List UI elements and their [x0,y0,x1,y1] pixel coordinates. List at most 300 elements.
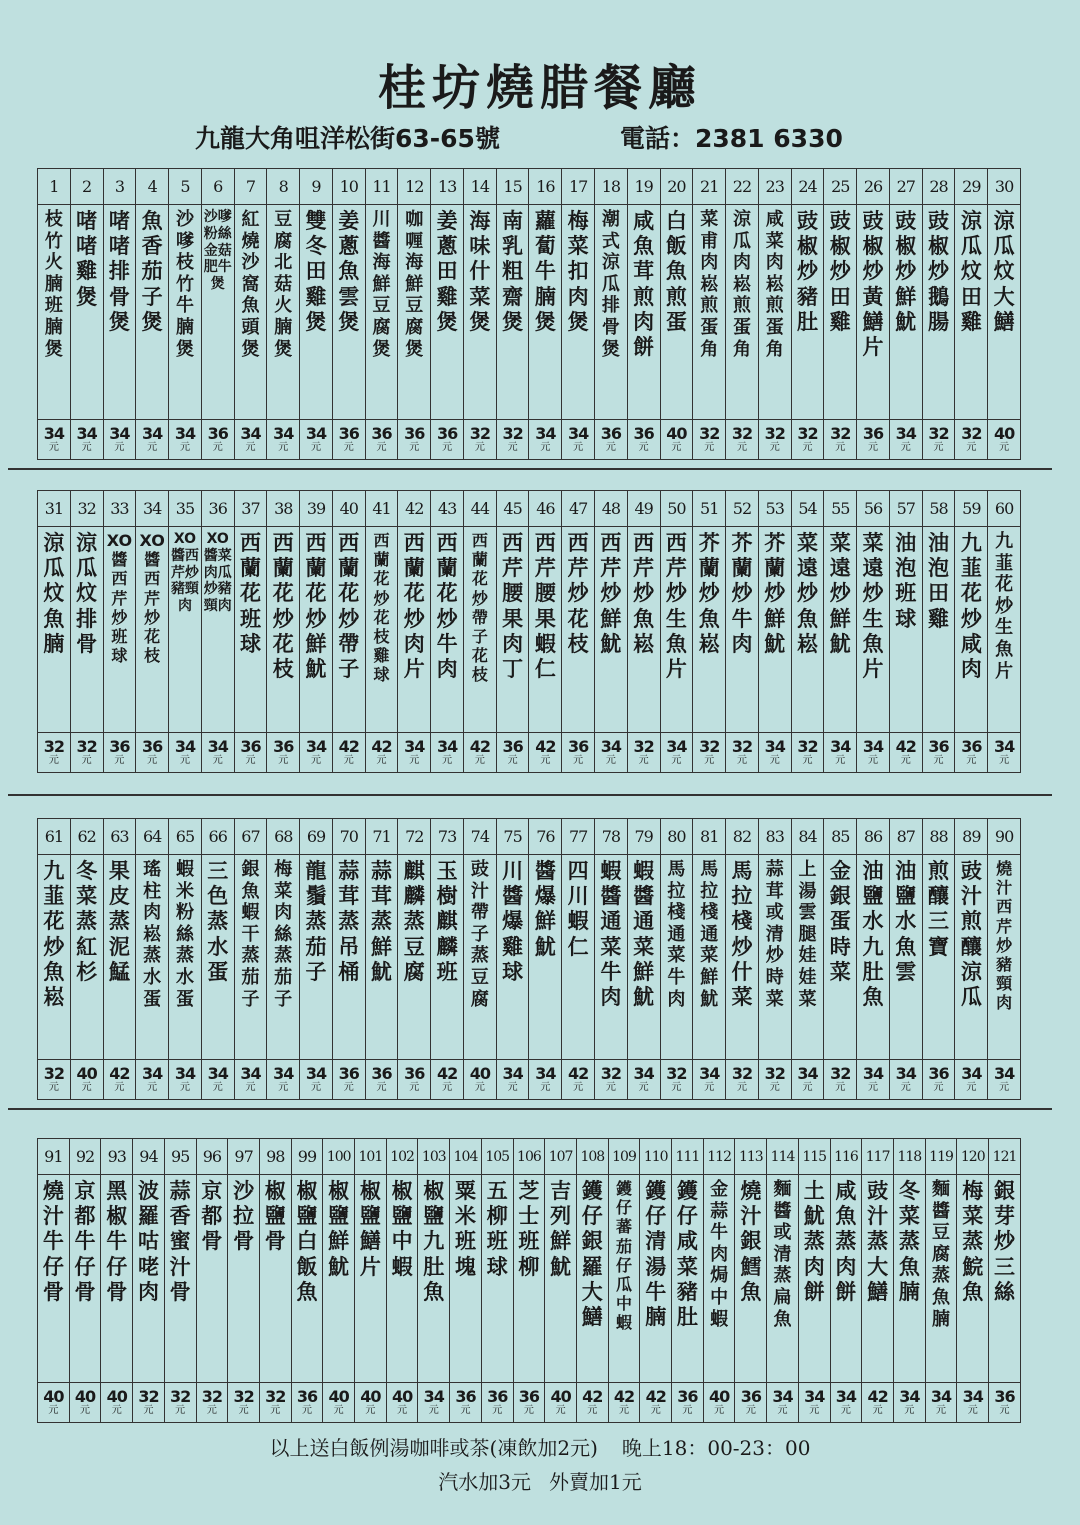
item-price-unit: 元 [343,442,354,453]
item-price-unit: 元 [704,442,715,453]
item-name: 粟米班塊 [450,1175,482,1383]
item-price-value: 34 [699,1064,720,1083]
item-name: 瑤柱肉崧蒸水蛋 [136,855,169,1060]
item-name: 麵醬豆腐蒸魚腩 [925,1175,957,1383]
item-price-value: 32 [764,1064,785,1083]
item-price-unit: 元 [936,1405,947,1416]
item-number: 113 [735,1139,767,1175]
item-name: 椒鹽中蝦 [386,1175,418,1383]
item-price-value: 40 [74,1387,96,1406]
item-price [922,733,955,773]
item-number: 47 [562,491,595,527]
item-price [386,1383,418,1423]
item-price-unit: 元 [605,442,616,453]
item-name: 芥蘭炒魚崧 [693,527,726,733]
item-name: 蝦米粉絲蒸水蛋 [169,855,202,1060]
item-number: 77 [562,819,595,855]
item-number: 94 [133,1139,165,1175]
item-name: 蒜茸蒸鮮魷 [365,855,398,1060]
item-number: 120 [957,1139,989,1175]
item-name: XO醬西芹炒豬頸肉 [169,527,202,733]
item-name: 海味什菜煲 [463,205,496,420]
item-number: 51 [693,491,726,527]
item-price-value: 34 [772,1387,793,1406]
item-price [38,733,71,773]
item-price [703,1383,735,1423]
item-price-value: 34 [993,1064,1015,1083]
item-price [693,420,726,460]
item-price-unit: 元 [933,755,944,766]
item-price-value: 34 [895,1064,916,1083]
item-price [595,733,628,773]
item-price-value: 42 [867,1387,888,1406]
item-price-value: 36 [273,737,294,756]
item-name: 五柳班球 [481,1175,513,1383]
item-price-value: 34 [240,424,261,443]
item-price-unit: 元 [868,755,879,766]
item-price-unit: 元 [343,755,354,766]
item-name: 涼瓜炆田雞 [955,205,988,420]
item-name: 西蘭花炒花枝 [267,527,300,733]
item-name: 西芹腰果肉丁 [496,527,529,733]
item-price-value: 32 [731,1064,753,1083]
item-number: 26 [857,169,890,205]
item-price [463,1060,496,1100]
item-name: 涼瓜炆魚腩 [38,527,71,733]
item-price-value: 36 [109,737,130,756]
item-number: 65 [169,819,202,855]
item-number: 3 [103,169,136,205]
item-price-value: 36 [142,737,163,756]
item-price [323,1383,355,1423]
item-name: 啫啫排骨煲 [103,205,136,420]
item-price-unit: 元 [868,442,879,453]
item-name: 三色蒸水蛋 [201,855,234,1060]
item-number: 85 [824,819,857,855]
item-name: 咸魚茸煎肉餅 [627,205,660,420]
item-price-value: 36 [928,737,949,756]
item-number: 109 [608,1139,640,1175]
item-price-unit: 元 [206,1405,217,1416]
item-number: 81 [693,819,726,855]
item-name: 菜甫肉崧煎蛋角 [693,205,726,420]
item-name: 涼瓜肉崧煎蛋角 [726,205,759,420]
item-name: 菜遠炒鮮魷 [824,527,857,733]
item-name: 四川蝦仁 [562,855,595,1060]
item-price-value: 36 [436,424,458,443]
item-number: 91 [38,1139,70,1175]
item-price-unit: 元 [114,755,125,766]
item-price-unit: 元 [769,755,780,766]
item-number: 20 [660,169,693,205]
item-price-value: 34 [862,1064,884,1083]
item-price [922,1060,955,1100]
item-price-unit: 元 [474,1082,485,1093]
item-number: 5 [169,169,202,205]
item-number: 62 [70,819,103,855]
item-price-unit: 元 [397,1405,408,1416]
item-price [693,733,726,773]
item-number: 25 [824,169,857,205]
item-price-value: 42 [109,1064,130,1083]
item-number: 78 [595,819,628,855]
item-number: 118 [893,1139,925,1175]
item-name: 麵醬或清蒸扁魚 [767,1175,799,1383]
item-price-value: 36 [404,424,425,443]
item-price [857,733,890,773]
item-name: 西芹炒魚崧 [627,527,660,733]
item-price-value: 32 [666,1064,687,1083]
item-price-unit: 元 [442,442,453,453]
item-number: 70 [332,819,365,855]
item-number: 7 [234,169,267,205]
item-number: 10 [332,169,365,205]
item-price-value: 34 [568,424,589,443]
item-number: 15 [496,169,529,205]
item-price [576,1383,608,1423]
item-price-value: 34 [835,1387,857,1406]
item-name: 蘿蔔牛腩煲 [529,205,562,420]
item-price-unit: 元 [507,755,518,766]
item-price-value: 34 [862,737,884,756]
item-price-unit: 元 [409,755,420,766]
item-name: 南乳粗齋煲 [496,205,529,420]
item-price-unit: 元 [872,1405,883,1416]
item-number: 8 [267,169,300,205]
item-number: 107 [545,1139,577,1175]
item-price [201,420,234,460]
item-number: 42 [398,491,431,527]
menu-table [37,1138,1021,1423]
item-price-value: 34 [305,424,327,443]
item-price-value: 40 [106,1387,127,1406]
item-price-value: 40 [43,1387,64,1406]
restaurant-phone: 電話：2381 6330 [620,124,843,153]
item-number: 112 [703,1139,735,1175]
item-name: 椒鹽鮮魷 [323,1175,355,1383]
item-price [169,420,202,460]
item-number: 93 [101,1139,133,1175]
item-price-value: 34 [207,737,228,756]
item-price [496,733,529,773]
item-price-unit: 元 [474,755,485,766]
item-price-value: 36 [568,737,589,756]
item-price-unit: 元 [212,755,223,766]
item-price [595,420,628,460]
item-price [545,1383,577,1423]
item-price-value: 36 [371,424,392,443]
item-price-unit: 元 [999,442,1010,453]
item-price-unit: 元 [48,755,59,766]
item-price [201,733,234,773]
item-price [300,420,333,460]
item-number: 82 [726,819,759,855]
item-name: 九韮花炒魚崧 [38,855,71,1060]
item-number: 100 [323,1139,355,1175]
item-price [136,420,169,460]
item-price-value: 32 [201,1387,222,1406]
item-price [758,1060,791,1100]
item-price-value: 34 [174,737,196,756]
item-name: 鑊仔咸菜豬肚 [672,1175,704,1383]
item-price-unit: 元 [523,1405,534,1416]
item-price [988,420,1021,460]
item-price [693,1060,726,1100]
item-name: 麒麟蒸豆腐 [398,855,431,1060]
item-price-value: 34 [273,424,294,443]
item-price-unit: 元 [81,442,92,453]
item-number: 102 [386,1139,418,1175]
item-number: 71 [365,819,398,855]
item-number: 84 [791,819,824,855]
item-number: 32 [70,491,103,527]
item-name: 西蘭花炒牛肉 [431,527,464,733]
item-price-value: 40 [469,1064,490,1083]
item-price-unit: 元 [245,1082,256,1093]
item-name: 金蒜牛肉焗中蝦 [703,1175,735,1383]
item-price-value: 34 [273,1064,294,1083]
item-name: 枝竹火腩班腩煲 [38,205,71,420]
item-price-unit: 元 [933,442,944,453]
item-name: 梅菜扣肉煲 [562,205,595,420]
item-name: XO醬西芹炒花枝 [136,527,169,733]
item-number: 40 [332,491,365,527]
item-price-value: 42 [582,1387,603,1406]
item-number: 79 [627,819,660,855]
item-price-value: 34 [142,424,163,443]
item-price [136,733,169,773]
item-price [627,1060,660,1100]
item-name: 西芹炒鮮魷 [595,527,628,733]
item-price [955,420,988,460]
item-price-unit: 元 [245,442,256,453]
item-name: 蒜香蜜汁骨 [164,1175,196,1383]
item-name: 沙拉骨 [228,1175,260,1383]
item-price-unit: 元 [111,1405,122,1416]
item-price [300,1060,333,1100]
item-price-value: 40 [76,1064,97,1083]
item-name: 馬拉棧通菜鮮魷 [693,855,726,1060]
item-name: 川醬爆雞球 [496,855,529,1060]
item-price [529,420,562,460]
item-price-value: 34 [797,1064,818,1083]
item-price-value: 42 [338,737,359,756]
item-price [234,1060,267,1100]
item-name: 冬菜蒸魚腩 [893,1175,925,1383]
item-price [365,1060,398,1100]
item-number: 13 [431,169,464,205]
item-price [627,420,660,460]
item-price-value: 36 [600,424,622,443]
item-name: 蝦醬通菜牛肉 [595,855,628,1060]
item-price-unit: 元 [900,1082,911,1093]
item-price [925,1383,957,1423]
item-price-value: 32 [928,424,949,443]
item-price-unit: 元 [999,1082,1010,1093]
item-number: 12 [398,169,431,205]
item-price [450,1383,482,1423]
item-price-unit: 元 [540,755,551,766]
item-price [830,1383,862,1423]
item-price-unit: 元 [343,1082,354,1093]
item-name: 芝士班柳 [513,1175,545,1383]
item-name: 椒鹽白飯魚 [291,1175,323,1383]
item-number: 55 [824,491,857,527]
item-name: 涼瓜炆大鱔 [988,205,1021,420]
item-price-value: 34 [207,1064,228,1083]
item-name: 馬拉棧炒什菜 [726,855,759,1060]
item-name: 油鹽水魚雲 [889,855,922,1060]
item-price [70,1060,103,1100]
item-name: 梅菜肉絲蒸茄子 [267,855,300,1060]
item-number: 48 [595,491,628,527]
item-name: 豉椒炒田雞 [824,205,857,420]
item-name: 涼瓜炆排骨 [70,527,103,733]
item-price-unit: 元 [409,1082,420,1093]
item-name: 椒鹽九肚魚 [418,1175,450,1383]
item-name: 椒鹽骨 [259,1175,291,1383]
item-price-value: 42 [535,737,556,756]
item-number: 115 [798,1139,830,1175]
item-name: 馬拉棧通菜牛肉 [660,855,693,1060]
item-name: 豉汁帶子蒸豆腐 [463,855,496,1060]
item-price-unit: 元 [48,1082,59,1093]
item-price [862,1383,894,1423]
item-price [300,733,333,773]
item-number: 121 [989,1139,1021,1175]
item-name: 芥蘭炒牛肉 [726,527,759,733]
item-price-value: 32 [43,737,65,756]
item-price-unit: 元 [474,442,485,453]
item-price-value: 34 [993,737,1015,756]
item-price-unit: 元 [376,442,387,453]
item-price-unit: 元 [114,1082,125,1093]
item-price-value: 36 [740,1387,761,1406]
item-price-value: 34 [535,424,556,443]
item-number: 103 [418,1139,450,1175]
item-number: 92 [69,1139,101,1175]
item-name: 豉汁煎釀涼瓜 [955,855,988,1060]
item-price [660,1060,693,1100]
item-number: 43 [431,491,464,527]
item-price-unit: 元 [638,755,649,766]
item-price [608,1383,640,1423]
item-number: 18 [595,169,628,205]
item-price-value: 40 [550,1387,571,1406]
item-name: 油鹽水九肚魚 [857,855,890,1060]
item-number: 87 [889,819,922,855]
item-number: 1 [38,169,71,205]
item-price-unit: 元 [81,755,92,766]
item-price-value: 42 [436,1064,458,1083]
item-price-value: 32 [731,424,753,443]
item-price-value: 36 [633,424,654,443]
item-number: 34 [136,491,169,527]
item-price [735,1383,767,1423]
item-name: 玉樹麒麟班 [431,855,464,1060]
item-number: 11 [365,169,398,205]
item-price-value: 34 [174,424,196,443]
item-price-unit: 元 [428,1405,439,1416]
item-price-unit: 元 [179,1082,190,1093]
item-name: 豉椒炒鮮魷 [889,205,922,420]
item-number: 114 [767,1139,799,1175]
item-number: 90 [988,819,1021,855]
item-price-unit: 元 [238,1405,249,1416]
item-price-unit: 元 [460,1405,471,1416]
menu-table [37,818,1021,1100]
item-price-value: 40 [993,424,1015,443]
item-number: 56 [857,491,890,527]
item-price-unit: 元 [769,442,780,453]
item-price-unit: 元 [540,1082,551,1093]
item-number: 57 [889,491,922,527]
item-number: 30 [988,169,1021,205]
item-name: 咸菜肉崧煎蛋角 [758,205,791,420]
item-name: 潮式涼瓜排骨煲 [595,205,628,420]
item-number: 88 [922,819,955,855]
restaurant-address: 九龍大角咀洋松街63-65號 [195,124,500,153]
item-number: 9 [300,169,333,205]
item-price [798,1383,830,1423]
item-number: 68 [267,819,300,855]
item-number: 75 [496,819,529,855]
item-price [365,733,398,773]
item-price [857,1060,890,1100]
item-price-unit: 元 [301,1405,312,1416]
item-price-value: 32 [469,424,490,443]
item-price-value: 34 [240,1064,261,1083]
item-price-unit: 元 [900,442,911,453]
item-price-value: 34 [535,1064,556,1083]
item-price-unit: 元 [777,1405,788,1416]
item-name: 西蘭花炒鮮魷 [300,527,333,733]
item-number: 45 [496,491,529,527]
menu-table [37,168,1021,460]
item-price-unit: 元 [605,1082,616,1093]
item-name: 咸魚蒸肉餅 [830,1175,862,1383]
item-price [164,1383,196,1423]
item-number: 31 [38,491,71,527]
item-price [463,733,496,773]
item-price-unit: 元 [587,1405,598,1416]
item-price [463,420,496,460]
item-price [989,1383,1021,1423]
item-number: 49 [627,491,660,527]
item-price [398,420,431,460]
item-price-unit: 元 [507,442,518,453]
item-price-unit: 元 [492,1405,503,1416]
item-price-unit: 元 [80,1405,91,1416]
item-number: 59 [955,491,988,527]
item-number: 52 [726,491,759,527]
item-price-unit: 元 [81,1082,92,1093]
item-price [431,733,464,773]
item-price [824,420,857,460]
item-price-unit: 元 [573,755,584,766]
item-name: 姜蔥田雞煲 [431,205,464,420]
item-price-unit: 元 [278,1082,289,1093]
item-price-unit: 元 [704,1082,715,1093]
item-price [267,420,300,460]
item-price-value: 32 [502,424,523,443]
item-price-unit: 元 [311,442,321,453]
item-name: 白飯魚煎蛋 [660,205,693,420]
item-price-value: 34 [899,1387,920,1406]
item-price [355,1383,387,1423]
item-price-value: 34 [804,1387,825,1406]
item-number: 108 [576,1139,608,1175]
